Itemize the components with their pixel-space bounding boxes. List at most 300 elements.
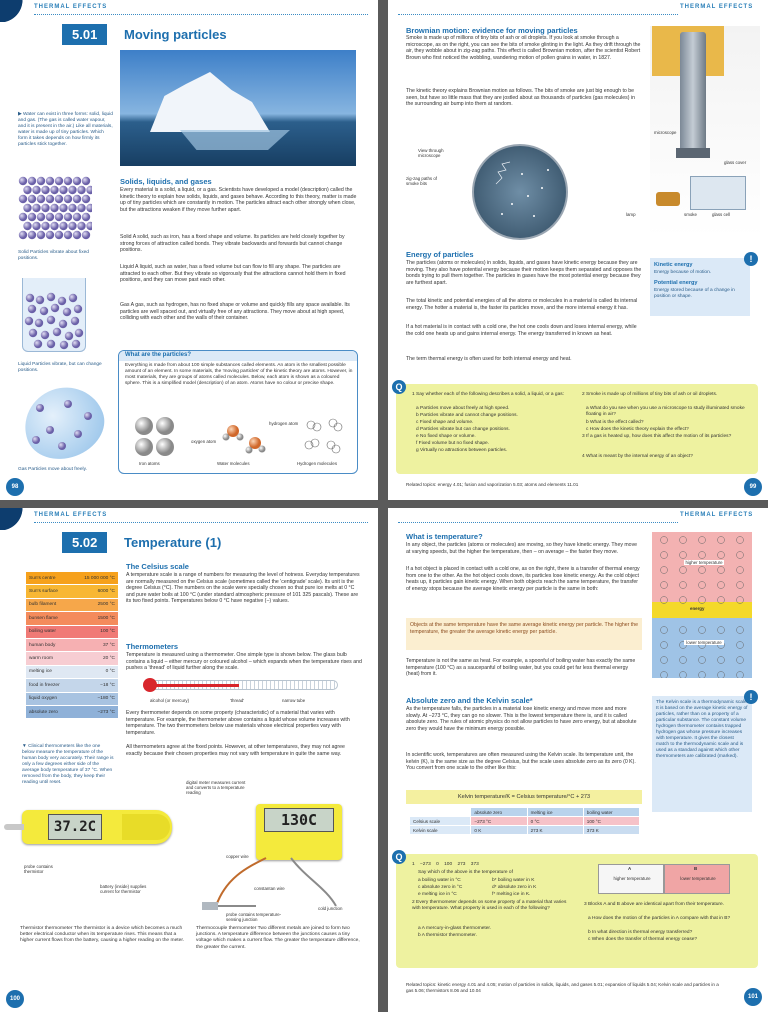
gas-particles-diagram <box>28 394 100 454</box>
label-glass-cover: glass cover <box>724 160 747 165</box>
liquid-particles-diagram <box>24 292 84 350</box>
temp-particle <box>718 582 725 589</box>
para-energy-1: The particles (atoms or molecules) in solids, liquids, and gases have kinetic energy because they are moving. They also have potential energy because their motion keeps them separated and opposes the bonds trying to pull them together. The particles in gases have the most potential energy because they are furthest apart. <box>406 260 642 286</box>
para-brownian-1: Smoke is made up of millions of tiny bits of ash or oil droplets. If you look at smoke through a microscope, as on the right, you can see the bits of smoke glinting in the light. As they drift through the air, they wobble about in zig-zag paths. This effect is called Brownian motion, after the scientist Robert Brown who first noticed the wobbling, wandering motion of pollen grains in water, in 1827. <box>406 35 641 61</box>
temp-particle <box>680 672 687 679</box>
q1f: f Fixed volume but no fixed shape. <box>416 441 490 446</box>
liquid-particle <box>35 319 43 327</box>
q1c: c absolute zero in °C <box>418 885 463 890</box>
running-header: THERMAL EFFECTS <box>680 4 754 10</box>
label-smoke: smoke <box>684 212 697 217</box>
clinical-sidenote: ▼ Clinical thermometers like the one below measure the temperature of the human body very accurately. Their range is only a few degrees either side of the average body temperature of 37 °C. When removed from the body, they keep their reading until reset. <box>22 744 114 785</box>
heading-absolute-zero: Absolute zero and the Kelvin scale* <box>406 696 533 705</box>
para-energy-3: If a hot material is in contact with a cold one, the hot one cools down and loses internal energy, while the cold one heats up and gains internal energy. The energy transferred in known as heat. <box>406 324 637 337</box>
solid-particle <box>28 177 36 185</box>
temp-scale-value: 37 °C <box>102 642 115 648</box>
page-99 <box>388 0 768 500</box>
temp-particle <box>661 597 668 604</box>
solid-particle <box>23 204 31 212</box>
water-molecules-diagram <box>215 417 271 459</box>
solid-particle <box>64 195 72 203</box>
q1d: d* absolute zero in K <box>492 885 537 890</box>
temp-particle <box>661 537 668 544</box>
label-probe-thermistor: probe contains thermistor <box>24 864 53 874</box>
temp-particle <box>718 627 725 634</box>
block-a-label: A <box>628 866 632 871</box>
q1f: f* melting ice in K. <box>492 892 531 897</box>
q1-stem: Say which of the above is the temperature of <box>418 870 513 875</box>
solid-particle <box>59 186 67 194</box>
liquid-particle <box>63 308 71 316</box>
block-a-temp: higher temperature <box>613 876 651 881</box>
q2-stem: 2 Every thermometer depends on some property of a material that varies with temperature. What property is used in each of the following? <box>412 900 567 912</box>
q2b: b A thermistor thermometer. <box>418 933 477 938</box>
gloss-potential-def: Energy stored because of a change in position or shape. <box>654 288 735 299</box>
liquid-particle <box>60 341 68 349</box>
zigzag-path-diagram <box>472 144 568 240</box>
para-brownian-2: The kinetic theory explains Brownian motion as follows. The bits of smoke are just big enough to be seen, but have so little mass that they are jostled about as thousands of particles (gas molecules) in the surrounding air bump into them at random. <box>406 88 635 108</box>
solid-particle <box>86 186 92 194</box>
temp-scale-name: human body <box>29 642 56 648</box>
label-lamp: lamp <box>626 212 636 217</box>
temp-scale-name: food in freezer <box>29 682 60 688</box>
temp-particle <box>699 657 706 664</box>
temp-scale-value: 100 °C <box>100 629 115 635</box>
temp-particle <box>737 657 744 664</box>
solid-particle <box>32 204 40 212</box>
solid-particle <box>59 204 67 212</box>
gloss-kinetic-def: Energy because of motion. <box>654 270 712 275</box>
liquid-particle <box>28 305 36 313</box>
header-rule <box>398 522 678 523</box>
page-number: 99 <box>744 478 762 496</box>
page-number: 100 <box>6 990 24 1008</box>
gas-particle <box>64 400 72 408</box>
temp-scale-value: 6000 °C <box>97 589 115 595</box>
solid-particle <box>28 213 36 221</box>
liquid-particle <box>25 317 33 325</box>
info-icon: ! <box>744 690 758 704</box>
temp-particle <box>661 657 668 664</box>
liquid-particle <box>58 297 66 305</box>
liquid-particle <box>41 331 49 339</box>
label-microscope: microscope <box>654 130 677 135</box>
heading-energy: Energy of particles <box>406 250 474 259</box>
page-101 <box>388 508 768 1012</box>
temp-scale-row <box>26 585 118 598</box>
para-thermometers-1: Temperature is measured using a thermometer. One simple type is shown below. The glass bulb contains a liquid – either mercury or coloured alcohol – which expands when the temperature rises and pushes a 'thread' of liquid further along the scale. <box>126 652 362 672</box>
q1a: a boiling water in °C <box>418 878 461 883</box>
temp-particle <box>718 537 725 544</box>
kelvin-sidenote: The Kelvin scale is a thermodynamic scale. It is based on the average kinetic energy of particles, rather than on a property of a particular substance. The constant volume hydrogen thermometer contains trapped hydrogen gas whose pressure increases with temperature. It gives the closest match to the thermodynamic scale and is used as a standard against which other thermometers are calibrated (marked). <box>656 700 748 759</box>
q2b: b What is the effect called? <box>586 420 644 425</box>
solid-particle <box>28 195 36 203</box>
label-higher-temp: higher temperature <box>685 560 723 565</box>
label-narrow-tube: narrow tube <box>282 698 306 703</box>
liquid-particle <box>74 305 82 313</box>
kelvin-table-cell: 373 K <box>584 826 639 834</box>
temp-scale-name: Sun's centre <box>29 575 56 581</box>
q2a: a What do you see when you use a microscope to study illuminated smoke floating in air? <box>586 406 745 418</box>
kelvin-table-row <box>410 817 640 826</box>
label-alcohol: alcohol (or mercury) <box>150 698 190 703</box>
temp-particle <box>699 672 706 679</box>
kelvin-formula: Kelvin temperature/K = Celsius temperature/°C + 273 <box>457 794 591 800</box>
temp-particle <box>680 537 687 544</box>
solid-particle <box>73 213 81 221</box>
kelvin-table-cell: melting ice <box>528 808 583 816</box>
q2c: c How does the kinetic theory explain the effect? <box>586 427 689 432</box>
temp-particle <box>718 657 725 664</box>
section-title: Moving particles <box>124 27 227 42</box>
liquid-particle <box>29 329 37 337</box>
kelvin-table-row <box>410 808 640 817</box>
temp-particle <box>680 597 687 604</box>
temp-particle <box>661 672 668 679</box>
heading-solids: Solids, liquids, and gases <box>120 177 212 186</box>
caption-thermocouple: Thermocouple thermometer Two different metals are joined to form two junctions. A temperature difference between the junctions causes a tiny voltage which makes a current flow. The greater the temperature difference, the greater the current. <box>196 926 360 950</box>
kelvin-table-cell: −273 °C <box>471 817 526 825</box>
label-digital-meter: digital meter measures current and converts to a temperature reading <box>186 780 246 795</box>
temp-scale-value: −273 °C <box>97 709 115 715</box>
box-title: What are the particles? <box>125 352 192 358</box>
solid-particle <box>55 231 63 239</box>
liquid-particle <box>47 340 55 348</box>
q3a: a How does the motion of the particles in A compare with that in B? <box>588 916 731 921</box>
solid-particle <box>32 186 40 194</box>
solid-particle <box>46 195 54 203</box>
gloss-potential-term: Potential energy <box>654 280 698 286</box>
temp-scale-name: warm room <box>29 656 53 662</box>
solid-particle <box>19 231 27 239</box>
solid-particle <box>37 231 45 239</box>
temp-scale-row <box>26 626 118 639</box>
temp-particle <box>737 627 744 634</box>
solid-particle <box>37 177 45 185</box>
liquid-particle <box>69 294 77 302</box>
temp-scale-row <box>26 652 118 665</box>
formula-box <box>406 790 642 804</box>
label-battery: battery (inside) supplies current for thermistor <box>100 884 147 894</box>
liquid-particle <box>53 328 61 336</box>
running-header: THERMAL EFFECTS <box>680 512 754 518</box>
kelvin-table-cell: 0 K <box>471 826 526 834</box>
liquid-particle <box>75 329 83 337</box>
label-view-microscope: View through microscope <box>418 148 444 158</box>
temp-scale-name: boiling water <box>29 629 56 635</box>
heading-thermometers: Thermometers <box>126 642 179 651</box>
solid-particle <box>32 222 40 230</box>
section-number: 5.02 <box>62 532 107 553</box>
q1b: b* boiling water in K <box>492 878 535 883</box>
solid-particle <box>68 222 76 230</box>
temp-scale-row <box>26 612 118 625</box>
para-liquid: Liquid A liquid, such as water, has a fixed volume but can flow to fill any shape. The particles are attracted to each other. But they vibrate so vigorously that the attractions cannot hold them in fixed positions, and they can move past each other. <box>120 264 346 284</box>
temp-particle <box>718 672 725 679</box>
temp-scale-value: 1500 °C <box>97 615 115 621</box>
para-what-quote: Objects at the same temperature have the same average kinetic energy per particle. The higher the temperature, the greater the average kinetic energy per particle. <box>410 622 638 635</box>
para-thermometers-3: All thermometers agree at the fixed points. However, at other temperatures, they may not agree exactly because their chosen properties may not vary with temperature in quite the same way. <box>126 744 345 757</box>
solid-particle <box>55 195 63 203</box>
solid-particle <box>73 195 81 203</box>
header-rule <box>398 14 678 15</box>
temp-scale-name: Sun's surface <box>29 589 58 595</box>
liquid-particle <box>51 304 59 312</box>
section-number: 5.01 <box>62 24 107 45</box>
solid-particle <box>23 186 31 194</box>
temp-particle <box>680 657 687 664</box>
temp-scale-value: 15 000 000 °C <box>84 575 115 581</box>
solid-particle <box>82 231 90 239</box>
heading-what-temperature: What is temperature? <box>406 532 483 541</box>
label-thread: 'thread' <box>230 698 245 703</box>
solid-particle <box>73 177 81 185</box>
solid-particle <box>82 213 90 221</box>
q2-stem: 2 Smoke is made up of millions of tiny bits of ash or oil droplets. <box>582 392 718 397</box>
liquid-thermometer <box>146 680 338 690</box>
temp-scale-row <box>26 679 118 692</box>
solid-particle <box>23 222 31 230</box>
heading-celsius: The Celsius scale <box>126 562 189 571</box>
gas-particle <box>58 442 66 450</box>
temp-particle <box>661 642 668 649</box>
kelvin-table-cell <box>410 808 470 816</box>
thermocouple-display <box>264 808 334 832</box>
related-topics: Related topics: energy 4.01; fusion and vaporization 5.03; atoms and elements 11.01 <box>406 482 579 487</box>
temp-particle <box>661 582 668 589</box>
solid-particle <box>37 213 45 221</box>
temp-scale-name: absolute zero <box>29 709 58 715</box>
temp-particle <box>661 552 668 559</box>
temp-particle <box>737 582 744 589</box>
temp-scale-value: 2500 °C <box>97 602 115 608</box>
running-header: THERMAL EFFECTS <box>34 512 108 518</box>
page-98 <box>0 0 378 500</box>
para-abs-1: As the temperature falls, the particles in a material lose kinetic energy and move more and more slowly. At −273 °C, they can go no slower. This is the lowest temperature there is, and it is called absolute zero. The rules of atomic physics do not allow particles to have zero energy, but at absolute zero they would have the minimum energy possible. <box>406 706 637 732</box>
kelvin-table-row <box>410 826 640 835</box>
q4: 4 What is meant by the internal energy of an object? <box>582 454 693 459</box>
running-header: THERMAL EFFECTS <box>34 4 108 10</box>
temp-scale-value: −18 °C <box>100 682 115 688</box>
para-what-3: Temperature is not the same as heat. For example, a spoonful of boiling water has exactly the same temperature (100 °C) as a saucepanful of boiling water, but you could get far less thermal energy (heat) from it. <box>406 658 636 678</box>
temp-particle <box>718 567 725 574</box>
solid-particle <box>77 204 85 212</box>
gas-particle <box>74 430 82 438</box>
solid-particle <box>41 222 49 230</box>
box-text: Everything is made from about 100 simple substances called elements. An atom is the smallest possible amount of an element. In some materials, the 'moving particles' of the kinetic theory are atoms. However, in most materials, they are groups of atoms called molecules. Below, each atom is shown as a coloured sphere. This is a simplified model (description) of an atom. Atoms have no colour or precise shape. <box>125 363 353 386</box>
temp-particle <box>680 552 687 559</box>
q1e: e melting ice in °C <box>418 892 457 897</box>
q2a: a A mercury-in-glass thermometer. <box>418 926 492 931</box>
q3: 3 If a gas is heated up, how does this affect the motion of its particles? <box>582 434 732 439</box>
temp-particle <box>718 552 725 559</box>
liquid-particle <box>59 320 67 328</box>
intro-sidenote: ▶ Water can exist in three forms: solid, liquid and gas. (The gas is called water vapour, and it is present in the air.) Like all materials, water is made up of tiny particles. Which form it takes depends on how firmly its particles stick together. <box>18 112 113 147</box>
para-solid: Solid A solid, such as iron, has a fixed shape and volume. Its particles are held closely together by strong forces of attraction called bonds. They vibrate backwards and forwards but cannot change positions. <box>120 234 345 254</box>
solid-particle <box>50 186 58 194</box>
label-cold-junction: cold junction <box>318 906 343 911</box>
kelvin-table-cell: Kelvin scale <box>410 826 470 834</box>
kelvin-table <box>410 808 640 835</box>
solid-particle <box>77 222 85 230</box>
label-copper-wire: copper wire <box>226 854 249 859</box>
solid-particle <box>77 186 85 194</box>
kelvin-table-cell: boiling water <box>584 808 639 816</box>
solid-particle <box>50 204 58 212</box>
q1d: d Particles vibrate but can change positions. <box>416 427 510 432</box>
label-zigzag-paths: zig-zag paths of smoke bits <box>406 176 437 186</box>
temp-particle <box>680 627 687 634</box>
para-energy-2: The total kinetic and potential energies of all the atoms or molecules in a material is called its internal energy. The hotter a material is, the faster its particles move, and the more internal energy it has. <box>406 298 638 311</box>
kelvin-table-cell: 100 °C <box>584 817 639 825</box>
q1g: g Virtually no attractions between particles. <box>416 448 508 453</box>
page-number: 98 <box>6 478 24 496</box>
q1b: b Particles vibrate and cannot change positions. <box>416 413 518 418</box>
solid-particle <box>55 177 63 185</box>
temp-particle <box>699 627 706 634</box>
solid-particle <box>64 177 72 185</box>
gas-particle <box>32 436 40 444</box>
temp-scale-name: liquid oxygen <box>29 696 58 702</box>
temp-particle <box>718 597 725 604</box>
liquid-particle <box>47 293 55 301</box>
solid-particle <box>86 222 92 230</box>
para-what-1: In any object, the particles (atoms or molecules) are moving, so they have kinetic energy. They move at varying speeds, but the higher the temperature, then – on average – the faster they move. <box>406 542 638 555</box>
particle-grid-diagram <box>652 532 752 678</box>
label-oxygen-atom: oxygen atom <box>191 439 217 444</box>
liquid-particle <box>47 316 55 324</box>
q1-stem: 1 Say whether each of the following describes a solid, a liquid, or a gas: <box>412 392 564 397</box>
para-celsius: A temperature scale is a range of numbers for measuring the level of hotness. Everyday temperatures are normally measured on the Celsius scale (sometimes called the 'centigrade' scale). Its unit is the degree Celsius (°C). The numbers on the scale were specially chosen so that pure ice melts at 0 °C and pure water boils at 100 °C (under standard atmospheric pressure of 101 325 pascals). These are its two fixed points. Temperatures below 0 °C have negative (−) values. <box>126 572 360 605</box>
label-probe-junction: probe contains temperature-sensing junction <box>226 912 282 922</box>
gas-particle <box>46 426 54 434</box>
block-b-temp: lower temperature <box>680 876 716 881</box>
temp-scale-value: 0 °C <box>105 669 115 675</box>
caption-thermistor: Thermistor thermometer The thermistor is a device which becomes a much better electrical conductor when its temperature rises. This means that a higher current flows from the battery, causing a higher reading on the meter. <box>20 926 185 944</box>
solid-particle <box>68 186 76 194</box>
para-what-2: If a hot object is placed in contact with a cold one, as on the right, there is a transfer of thermal energy from one to the other. As the hot object cools down, its particles lose kinetic energy. As the cold object heats up, it particles gain kinetic energy. When both objects reach the same temperature, the transfer of energy stops because the average kinetic energy per particle is the same in both: <box>406 566 640 592</box>
temp-scale-row <box>26 666 118 679</box>
kelvin-table-cell: absolute zero <box>471 808 526 816</box>
temp-scale-row <box>26 599 118 612</box>
solid-particle <box>68 204 76 212</box>
thermistor-display <box>48 814 102 840</box>
header-rule <box>34 14 368 15</box>
para-abs-2: In scientific work, temperatures are often measured using the Kelvin scale. Its temperature unit, the kelvin (K), is the same size as the degree Celsius, but the scale uses absolute zero as its zero (0 K). You convert from one scale to the other like this: <box>406 752 636 772</box>
temperature-scale-table <box>26 572 118 719</box>
temp-scale-name: bunsen flame <box>29 615 58 621</box>
label-energy: energy <box>690 606 705 611</box>
liquid-particle <box>72 340 80 348</box>
heading-brownian: Brownian motion: evidence for moving particles <box>406 26 578 35</box>
solid-particle <box>46 177 54 185</box>
info-icon: ! <box>744 252 758 266</box>
solid-particle <box>37 195 45 203</box>
label-glass-cell: glass cell <box>712 212 731 217</box>
label-lower-temp: lower temperature <box>684 640 724 645</box>
temp-particle <box>699 537 706 544</box>
label-iron-atoms: Iron atoms <box>139 461 160 466</box>
temp-particle <box>699 552 706 559</box>
page-corner-logo <box>0 508 30 530</box>
q3b: b In what direction is thermal energy transferred? <box>588 930 693 935</box>
kelvin-table-cell: 273 K <box>528 826 583 834</box>
caption-liquid: Liquid Particles vibrate, but can change positions. <box>18 362 102 373</box>
temp-particle <box>737 672 744 679</box>
solid-particle <box>46 231 54 239</box>
temp-particle <box>699 582 706 589</box>
gas-particle <box>84 412 92 420</box>
gloss-kinetic-term: Kinetic energy <box>654 262 693 268</box>
solid-particle <box>19 195 27 203</box>
caption-gas: Gas Particles move about freely. <box>18 467 87 472</box>
gas-particle <box>36 404 44 412</box>
solid-particle <box>41 204 49 212</box>
temp-particle <box>737 567 744 574</box>
solid-particles-diagram <box>18 176 92 246</box>
block-b-label: B <box>694 866 698 871</box>
temp-particle <box>661 567 668 574</box>
temp-scale-name: bulb filament <box>29 602 57 608</box>
liquid-particle <box>26 294 34 302</box>
section-title: Temperature (1) <box>124 535 222 550</box>
para-energy-4: The term thermal energy is often used for both internal energy and heat. <box>406 356 572 362</box>
liquid-particle <box>71 317 79 325</box>
kelvin-table-cell: Celsius scale <box>410 817 470 825</box>
temp-particle <box>699 567 706 574</box>
question-icon: Q <box>392 380 406 394</box>
question-icon: Q <box>392 850 406 864</box>
solid-particle <box>28 231 36 239</box>
para-solids: Every material is a solid, a liquid, or a gas. Scientists have developed a model (description) called the kinetic theory to explain how solids, liquids, and gases behave. According to this theory, matter is made up of tiny particles which are constantly in motion. The particles attract each other strongly when close, but the attractions weaken if they move further apart. <box>120 187 357 213</box>
temp-particle <box>680 582 687 589</box>
solid-particle <box>64 231 72 239</box>
solid-particle <box>55 213 63 221</box>
q1a: a Particles move about freely at high speed. <box>416 406 510 411</box>
temp-particle <box>680 567 687 574</box>
label-constantan-wire: constantan wire <box>254 886 285 891</box>
solid-particle <box>50 222 58 230</box>
q3-stem: 3 Blocks A and B above are identical apart from their temperature. <box>584 902 724 907</box>
temp-scale-name: melting ice <box>29 669 52 675</box>
label-water-molecules: Water molecules <box>217 461 250 466</box>
q3c: c When does the transfer of thermal energy cease? <box>588 937 698 942</box>
q1e: e No fixed shape or volume. <box>416 434 476 439</box>
caption-solid: Solid Particles vibrate about fixed positions. <box>18 250 89 261</box>
temp-scale-value: 20 °C <box>102 656 115 662</box>
liquid-particle <box>40 307 48 315</box>
iron-atoms-diagram <box>133 415 179 459</box>
header-rule <box>34 522 368 523</box>
liquid-particle <box>65 332 73 340</box>
page-number: 101 <box>744 988 762 1006</box>
thermistor-reading: 37.2C <box>53 819 97 835</box>
solid-particle <box>46 213 54 221</box>
hydrogen-molecules-diagram <box>301 415 351 459</box>
particles-box <box>118 350 358 474</box>
page-100 <box>0 508 378 1012</box>
iceberg-photo <box>120 50 356 166</box>
temp-particle <box>737 537 744 544</box>
solid-particle <box>86 204 92 212</box>
solid-particle <box>41 186 49 194</box>
related-topics: Related topics: kinetic energy 4.01 and 4.05; motion of particles in solids, liquids, and gases 5.01; expansion of liquids 5.04; Kelvin scale and particles in a gas 5.06; thermistors 8.06 and 10.04 <box>406 982 719 993</box>
temp-particle <box>737 597 744 604</box>
solid-particle <box>64 213 72 221</box>
temp-scale-row <box>26 572 118 585</box>
temp-scale-row <box>26 639 118 652</box>
temp-particle <box>737 552 744 559</box>
